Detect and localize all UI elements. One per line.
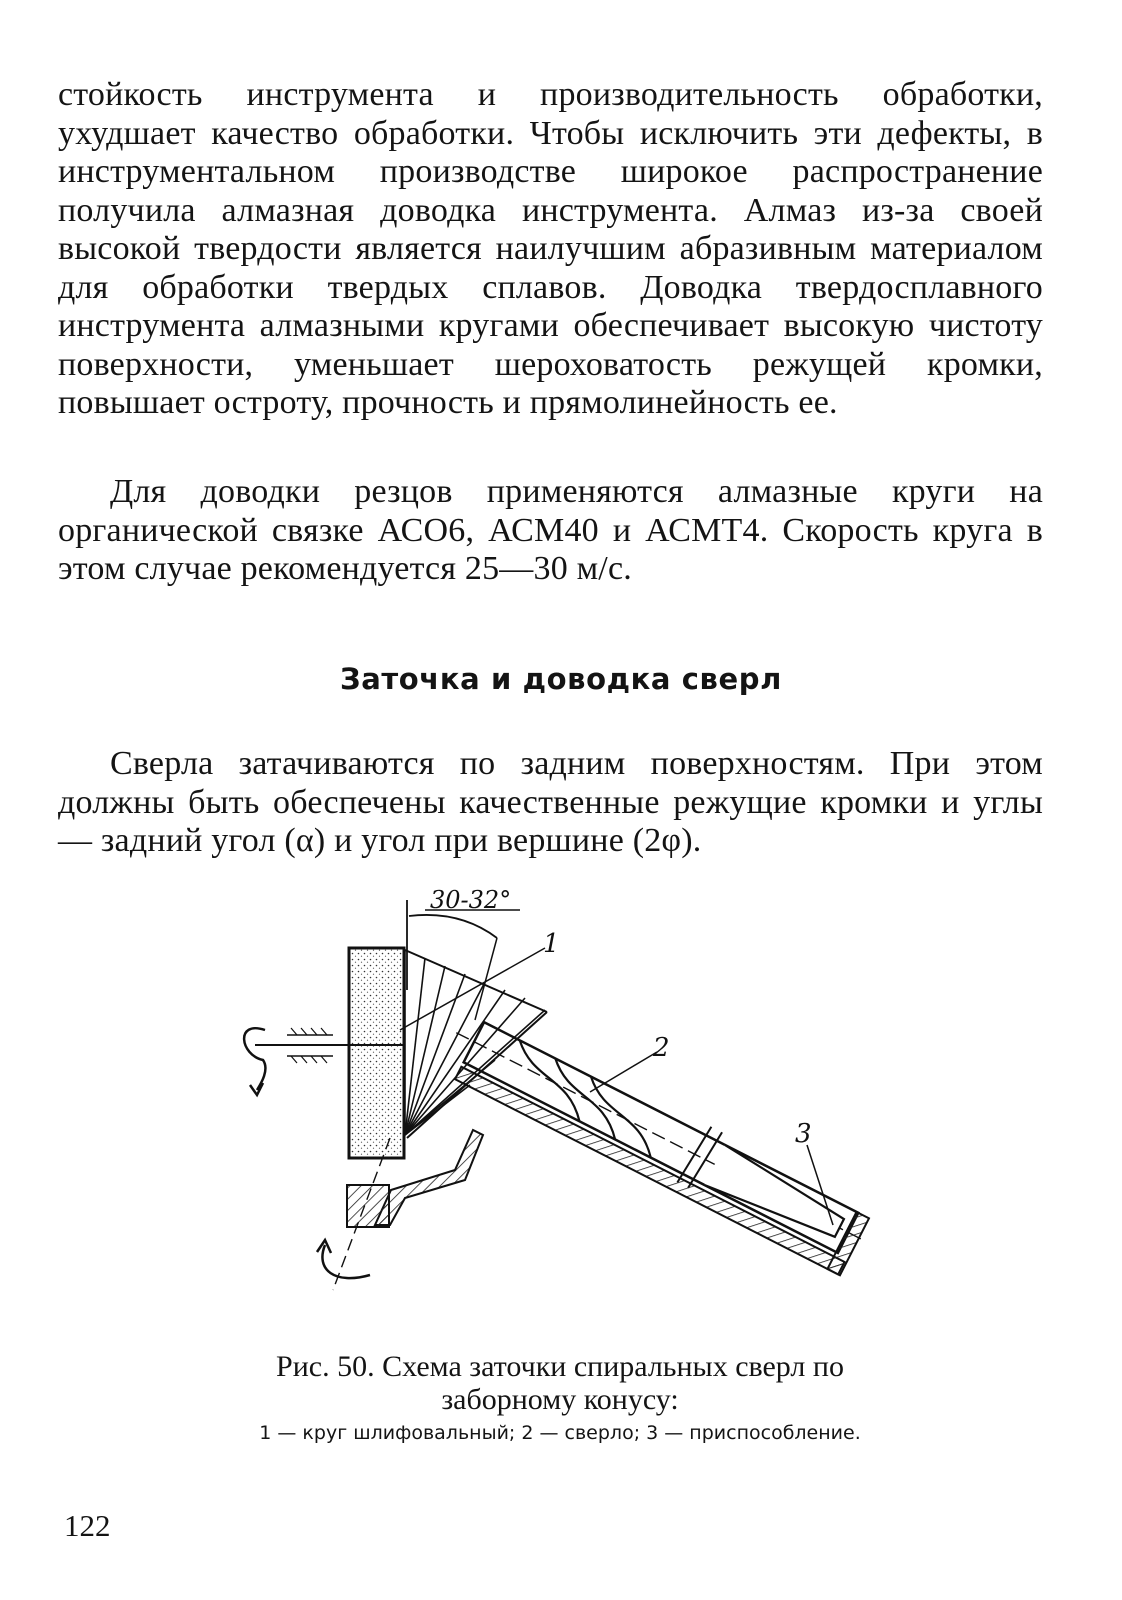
figure-legend: 1 — круг шлифовальный; 2 — сверло; 3 — приспособление.	[259, 1422, 861, 1444]
page-number: 122	[64, 1508, 111, 1543]
label-2: 2	[653, 1033, 670, 1063]
section-heading: Заточка и доводка сверл	[340, 662, 782, 696]
figure-caption: Рис. 50. Схема заточки спиральных сверл по заборному конусу:	[276, 1350, 844, 1416]
label-1: 1	[543, 929, 560, 959]
label-3: 3	[795, 1119, 812, 1149]
paragraph-2: Для доводки резцов применяются алмазные круги на органической связке АСО6, АСМ40 и АСМТ4. Скорость круга в этом случае рекомендуется 25—30 м/с.	[58, 473, 1043, 587]
paragraph-3: Сверла затачиваются по задним поверхностям. При этом должны быть обеспечены качественные режущие кромки и углы — задний угол (α) и угол при вершине (2φ).	[58, 745, 1043, 859]
grinding-wheel	[349, 948, 404, 1158]
paragraph-1: стойкость инструмента и производительность обработки, ухудшает качество обработки. Чтобы исключить эти дефекты, в инструментальном производстве широкое распространение получила алмазная доводка инструмента. Алмаз из-за своей высокой твердости является наилучшим абразивным материалом для обработки твердых сплавов. Доводка твердосплавного инструмента алмазными кругами обеспечивает высокую чистоту поверхности, уменьшает шероховатость режущей кромки, повышает остроту, прочность и прямолинейность ее.	[58, 76, 1043, 421]
drill-grinding-diagram	[225, 880, 875, 1330]
fixture	[455, 1067, 844, 1275]
rotation-arrow	[244, 1028, 265, 1090]
angle-label: 30-32°	[430, 886, 512, 914]
